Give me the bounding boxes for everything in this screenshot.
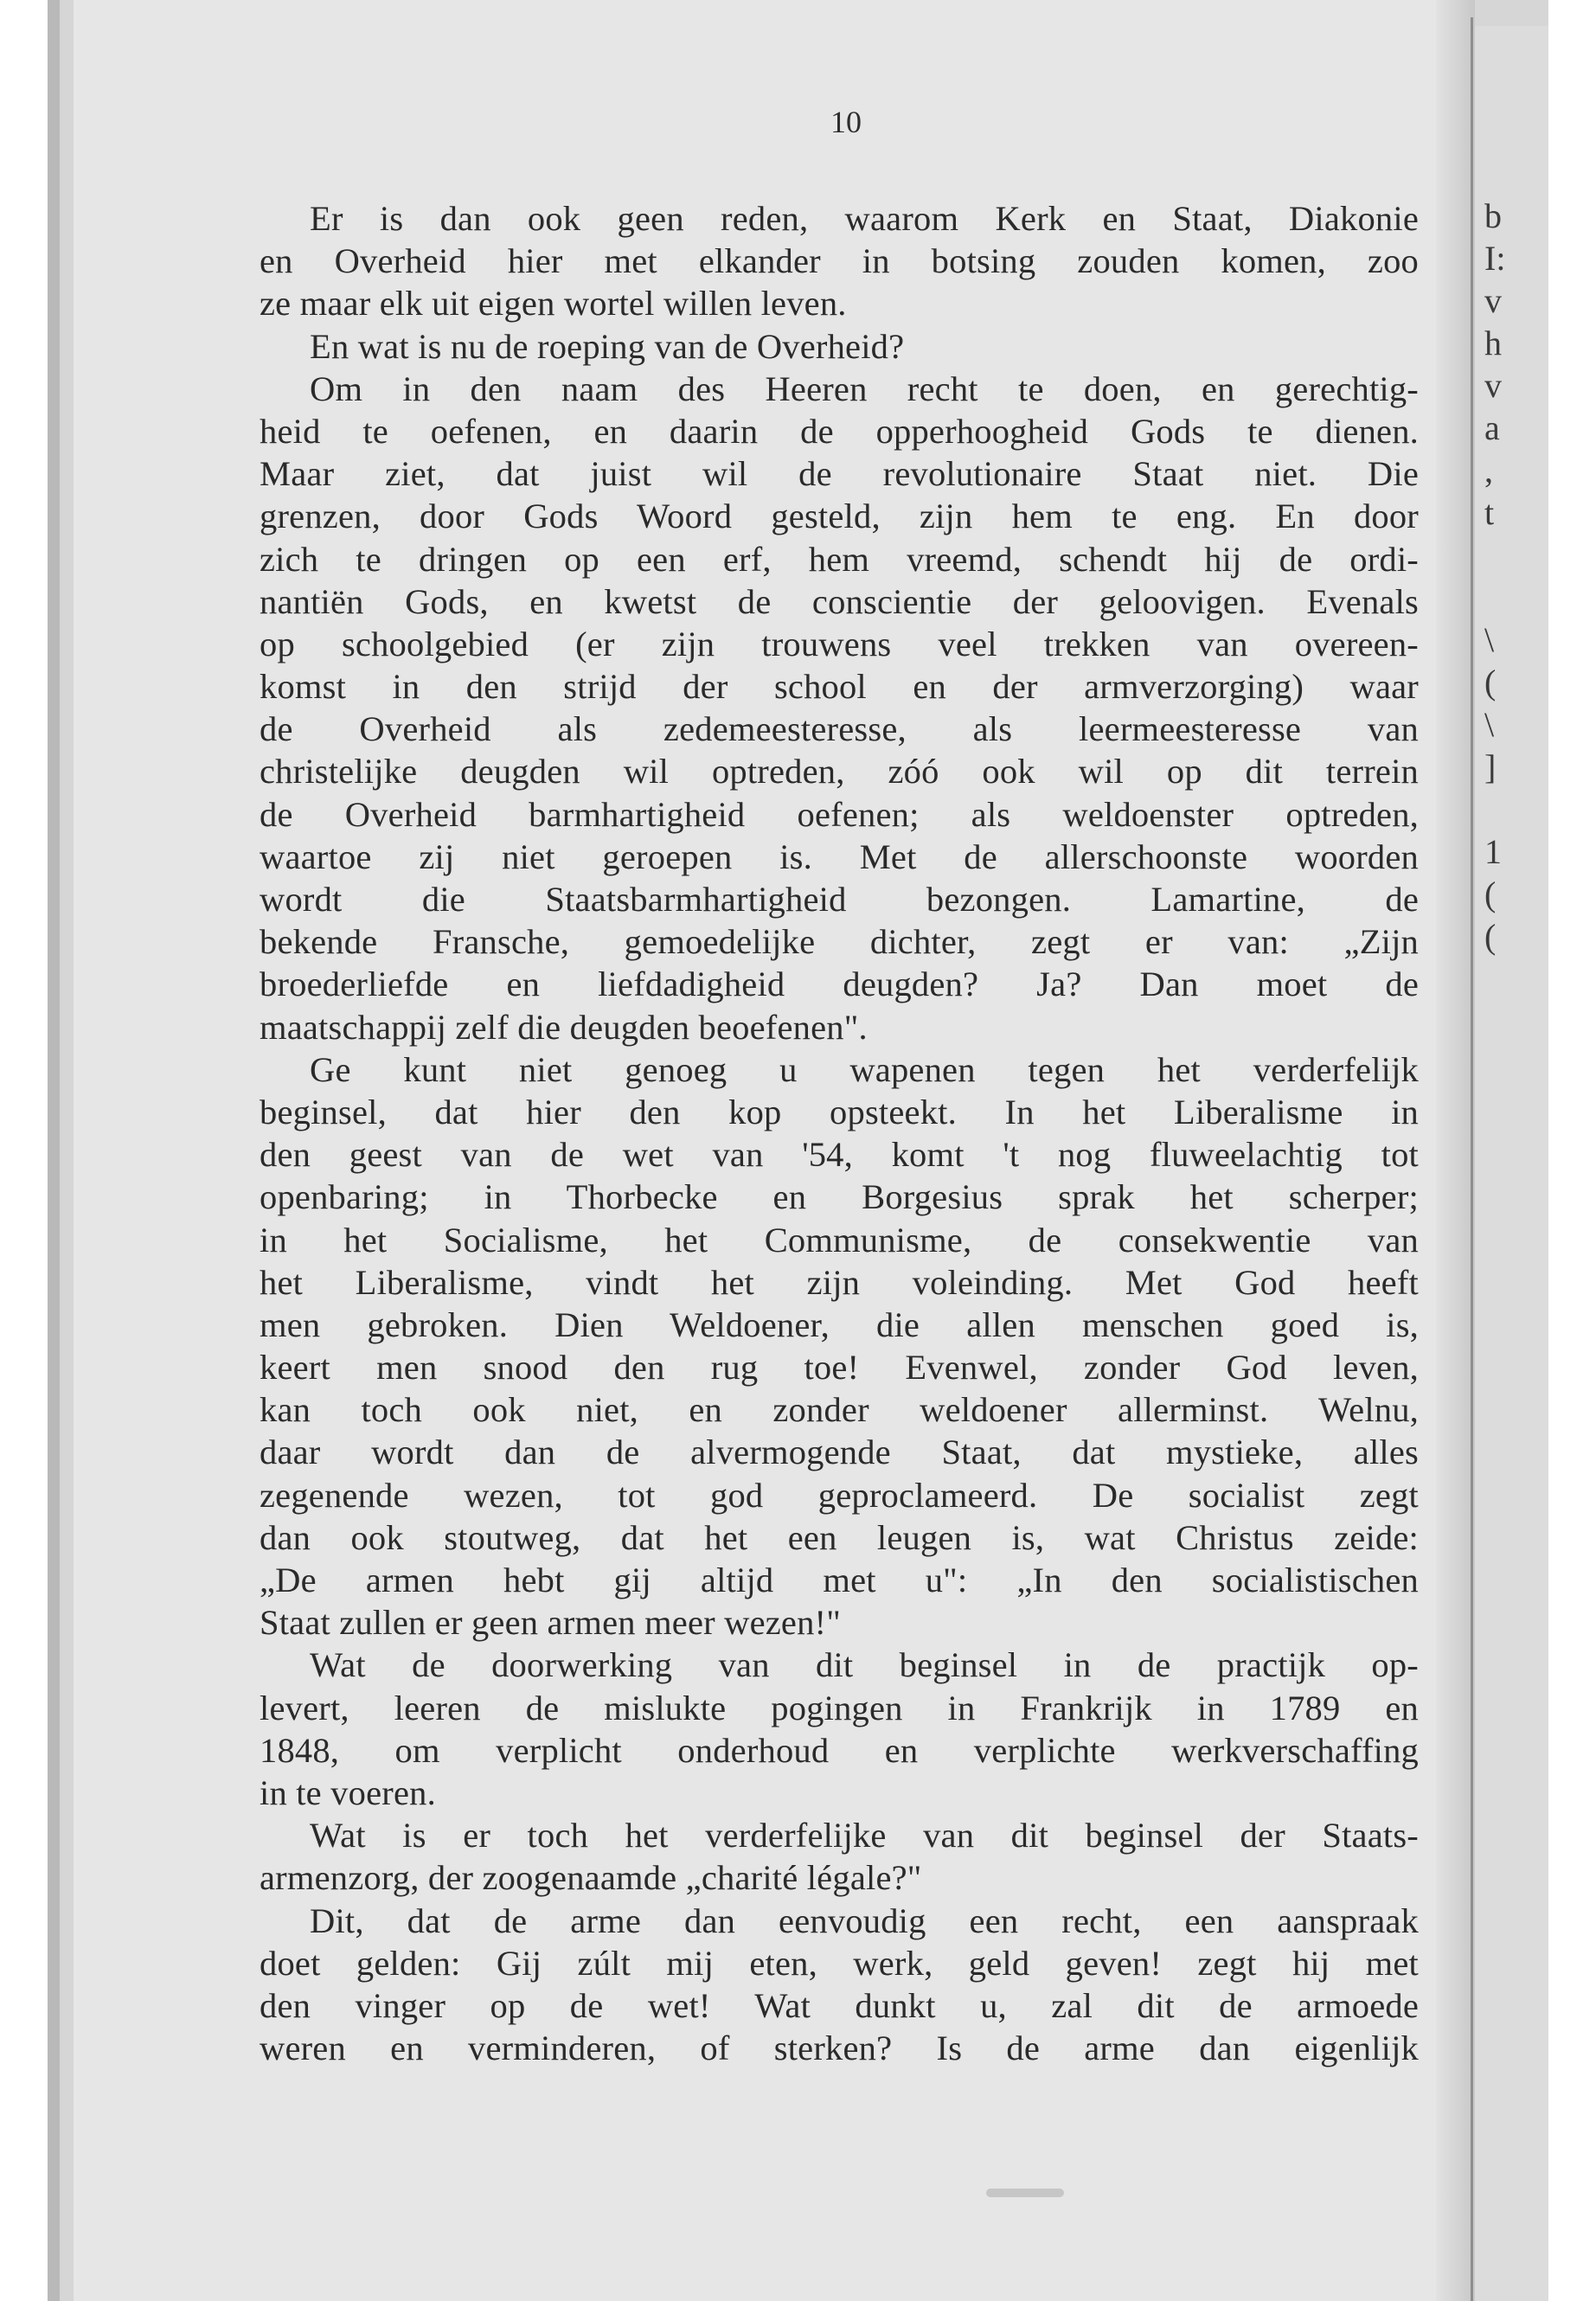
text-line: „De armen hebt gij altijd met u": „In den socialistischen [260, 1561, 1419, 1599]
adjacent-fragment [1484, 576, 1528, 619]
page-gutter-shadow [1436, 0, 1475, 2301]
text-line: grenzen, door Gods Woord gesteld, zijn hem te eng. En door [260, 497, 1419, 536]
text-line: Er is dan ook geen reden, waarom Kerk en Staat, Diakonie [310, 199, 1419, 238]
page-number: 10 [830, 105, 862, 139]
text-line: zich te dringen op een erf, hem vreemd, schendt hij de ordi- [260, 539, 1419, 579]
text-line: Ge kunt niet genoeg u wapenen tegen het verderfelijk [310, 1049, 1419, 1089]
text-line: komst in den strijd der school en der armverzorging) waar [260, 667, 1419, 707]
text-line: heid te oefenen, en daarin de opperhoogheid Gods te dienen. [260, 411, 1419, 451]
text-line: nantiën Gods, en kwetst de conscientie der geloovigen. Evenals [260, 581, 1419, 621]
text-line: den geest van de wet van '54, komt 't nog fluweelachtig tot [260, 1135, 1419, 1175]
adjacent-fragment: b [1484, 196, 1502, 235]
text-line: levert, leeren de mislukte pogingen in Frankrijk in 1789 en [260, 1688, 1419, 1727]
adjacent-page-fragments [1484, 195, 1528, 958]
adjacent-fragment [1484, 534, 1528, 576]
text-line: keert men snood den rug toe! Evenwel, zonder God leven, [260, 1348, 1419, 1388]
text-line: de Overheid als zedemeesteresse, als leermeesteresse van [260, 709, 1419, 749]
text-line: Dit, dat de arme dan eenvoudig een recht, een aanspraak [310, 1900, 1419, 1940]
text-line: Staat zullen er geen armen meer wezen!" [260, 1603, 841, 1643]
adjacent-fragment: t [1484, 493, 1495, 532]
adjacent-fragment: \ [1484, 705, 1495, 744]
text-line: weren en verminderen, of sterken? Is de arme dan eigenlijk [260, 2029, 1419, 2068]
scan-left-edge [48, 0, 60, 2301]
text-line: christelijke deugden wil optreden, zóó ook wil op dit terrein [260, 752, 1419, 792]
text-line: En wat is nu de roeping van de Overheid? [310, 326, 905, 366]
text-line: waartoe zij niet geroepen is. Met de allerschoonste woorden [260, 836, 1419, 876]
text-line: in te voeren. [260, 1772, 436, 1812]
text-line: Maar ziet, dat juist wil de revolutionaire Staat niet. Die [260, 454, 1419, 494]
adjacent-fragment: ( [1484, 875, 1497, 913]
text-line: op schoolgebied (er zijn trouwens veel trekken van overeen- [260, 624, 1419, 663]
text-line: armenzorg, der zoogenaamde „charité légale?" [260, 1858, 922, 1898]
text-line: in het Socialisme, het Communisme, de consekwentie van [260, 1220, 1419, 1259]
text-line: daar wordt dan de alvermogende Staat, dat mystieke, alles [260, 1433, 1419, 1472]
adjacent-fragment: I: [1484, 239, 1506, 278]
text-line: Wat de doorwerking van dit beginsel in de practijk op- [310, 1645, 1419, 1685]
text-line: dan ook stoutweg, dat het een leugen is, wat Christus zeide: [260, 1517, 1419, 1557]
adjacent-fragment: ( [1484, 663, 1497, 702]
text-line: zegenende wezen, tot god geproclameerd. De socialist zegt [260, 1475, 1419, 1515]
text-line: den vinger op de wet! Wat dunkt u, zal dit de armoede [260, 1985, 1419, 2025]
text-line: openbaring; in Thorbecke en Borgesius sprak het scherper; [260, 1177, 1419, 1217]
text-line: het Liberalisme, vindt het zijn voleinding. Met God heeft [260, 1262, 1419, 1302]
text-line: ze maar elk uit eigen wortel willen leven. [260, 284, 847, 324]
adjacent-fragment: a [1484, 408, 1500, 447]
text-line: doet gelden: Gij zúlt mij eten, werk, geld geven! zegt hij met [260, 1943, 1419, 1983]
adjacent-fragment [1484, 788, 1528, 830]
text-line: 1848, om verplicht onderhoud en verplichte werkverschaffing [260, 1730, 1419, 1770]
text-line: broederliefde en liefdadigheid deugden? Ja? Dan moet de [260, 965, 1419, 1004]
adjacent-fragment: , [1484, 451, 1493, 490]
paper-smudge [986, 2189, 1064, 2197]
text-line: Om in den naam des Heeren recht te doen, en gerechtig- [310, 369, 1419, 408]
adjacent-fragment: 1 [1484, 832, 1502, 871]
text-line: en Overheid hier met elkander in botsing zouden komen, zoo [260, 241, 1419, 281]
text-line: maatschappij zelf die deugden beoefenen". [260, 1007, 868, 1047]
text-line: kan toch ook niet, en zonder weldoener allerminst. Welnu, [260, 1390, 1419, 1430]
text-line: de Overheid barmhartigheid oefenen; als weldoenster optreden, [260, 794, 1419, 834]
text-line: men gebroken. Dien Weldoener, die allen menschen goed is, [260, 1304, 1419, 1344]
text-line: beginsel, dat hier den kop opsteekt. In het Liberalisme in [260, 1092, 1419, 1131]
adjacent-fragment: ] [1484, 747, 1497, 786]
page-gutter-line [1471, 17, 1473, 2301]
adjacent-fragment: v [1484, 281, 1502, 320]
body-text [260, 197, 1419, 2069]
text-line: Wat is er toch het verderfelijke van dit beginsel der Staats- [310, 1816, 1419, 1856]
adjacent-fragment: v [1484, 366, 1502, 405]
adjacent-fragment: \ [1484, 620, 1495, 659]
adjacent-fragment: ( [1484, 917, 1497, 956]
text-line: bekende Fransche, gemoedelijke dichter, zegt er van: „Zijn [260, 922, 1419, 962]
text-line: wordt die Staatsbarmhartigheid bezongen. Lamartine, de [260, 880, 1419, 919]
adjacent-fragment: h [1484, 324, 1502, 362]
